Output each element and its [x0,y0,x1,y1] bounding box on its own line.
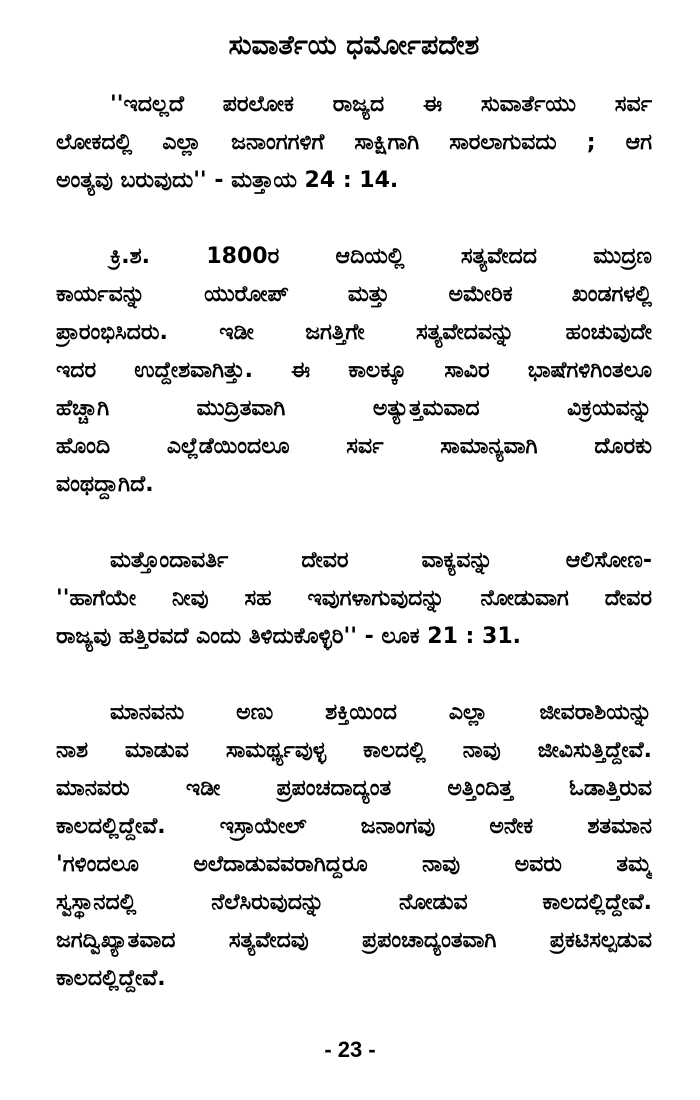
page-number: - 23 - [324,1037,376,1062]
paragraph-line: ವಂಥದ್ದಾಗಿದೆ. [56,472,154,497]
paragraph-line: ಮಾನವರು ಇಡೀ ಪ್ರಪಂಚದಾದ್ಯಂತ ಅತ್ತಿಂದಿತ್ತ ಓಡಾತ್ತಿರುವ [56,776,652,801]
paragraph-line: ಕಾಲದಲ್ಲಿದ್ದೇವೆ. [56,966,166,991]
paragraph-line: ಹೆಚ್ಚಾಗಿ ಮುದ್ರಿತವಾಗಿ ಅತ್ಯುತ್ತಮವಾದ ವಿಕ್ರಯವನ್ನು [56,396,652,421]
page-title: ಸುವಾರ್ತೆಯ ಧರ್ಮೋಪದೇಶ [228,30,480,61]
paragraph-line: ಕ್ರಿ.ಶ. 1800ರ ಆದಿಯಲ್ಲಿ ಸತ್ಯವೇದದ ಮುದ್ರಣ [110,244,652,269]
paragraph-line: ಅಂತ್ಯವು ಬರುವುದು'' - ಮತ್ತಾಯ 24 : 14. [56,168,399,193]
paragraph-line: ''ಹಾಗೆಯೇ ನೀವು ಸಹ ಇವುಗಳಾಗುವುದನ್ನು ನೋಡುವಾಗ ದೇವರ [56,586,652,611]
paragraph-line: ಪ್ರಾರಂಭಿಸಿದರು. ಇಡೀ ಜಗತ್ತಿಗೇ ಸತ್ಯವೇದವನ್ನು ಹಂಚುವುದೇ [56,320,652,345]
paragraph-line: 'ಗಳಿಂದಲೂ ಅಲೆದಾಡುವವರಾಗಿದ್ದರೂ ನಾವು ಅವರು ತಮ್ಮ [56,852,652,877]
paragraph-gospel-quote [56,86,652,200]
paragraph-line: ಮತ್ತೊಂದಾವರ್ತಿ ದೇವರ ವಾಕ್ಯವನ್ನು ಆಲಿಸೋಣ- [110,548,652,573]
paragraph-modern-times [56,694,652,998]
paragraph-line: ಮಾನವನು ಅಣು ಶಕ್ತಿಯಿಂದ ಎಲ್ಲಾ ಜೀವರಾಶಿಯನ್ನು [110,700,652,725]
paragraph-line: ಇದರ ಉದ್ದೇಶವಾಗಿತ್ತು. ಈ ಕಾಲಕ್ಕೂ ಸಾವಿರ ಭಾಷೆಗಳಿಗಿಂತಲೂ [56,358,652,383]
paragraph-line: ಲೋಕದಲ್ಲಿ ಎಲ್ಲಾ ಜನಾಂಗಗಳಿಗೆ ಸಾಕ್ಷಿಗಾಗಿ ಸಾರಲಾಗುವದು ; ಆಗ [56,130,652,155]
paragraph-line: ರಾಜ್ಯವು ಹತ್ತಿರವದೆ ಎಂದು ತಿಳಿದುಕೊಳ್ಳಿರಿ'' - ಲೂಕ 21 : 31. [56,624,521,649]
paragraph-line: ಕಾಲದಲ್ಲಿದ್ದೇವೆ. ಇಸ್ರಾಯೇಲ್ ಜನಾಂಗವು ಅನೇಕ ಶತಮಾನ [56,814,652,839]
paragraph-line: ಹೊಂದಿ ಎಲ್ಲೆಡೆಯಿಂದಲೂ ಸರ್ವ ಸಾಮಾನ್ಯವಾಗಿ ದೊರಕು [56,434,652,459]
paragraph-line: ''ಇದಲ್ಲದೆ ಪರಲೋಕ ರಾಜ್ಯದ ಈ ಸುವಾರ್ತೆಯು ಸರ್ವ [110,92,652,117]
paragraph-line: ನಾಶ ಮಾಡುವ ಸಾಮರ್ಥ್ಯವುಳ್ಳ ಕಾಲದಲ್ಲಿ ನಾವು ಜೀವಿಸುತ್ತಿದ್ದೇವೆ. [56,738,652,763]
paragraph-line: ಕಾರ್ಯವನ್ನು ಯುರೋಪ್ ಮತ್ತು ಅಮೇರಿಕ ಖಂಡಗಳಲ್ಲಿ [56,282,652,307]
paragraph-line: ಜಗದ್ವಿಖ್ಯಾತವಾದ ಸತ್ಯವೇದವು ಪ್ರಪಂಚಾದ್ಯಂತವಾಗಿ ಪ್ರಕಟಿಸಲ್ಪಡುವ [56,928,652,953]
paragraph-bible-printing [56,238,652,504]
paragraph-luke-quote [56,542,652,656]
paragraph-line: ಸ್ವಸ್ಥಾನದಲ್ಲಿ ನೆಲೆಸಿರುವುದನ್ನು ನೋಡುವ ಕಾಲದಲ್ಲಿದ್ದೇವೆ. [56,890,652,915]
